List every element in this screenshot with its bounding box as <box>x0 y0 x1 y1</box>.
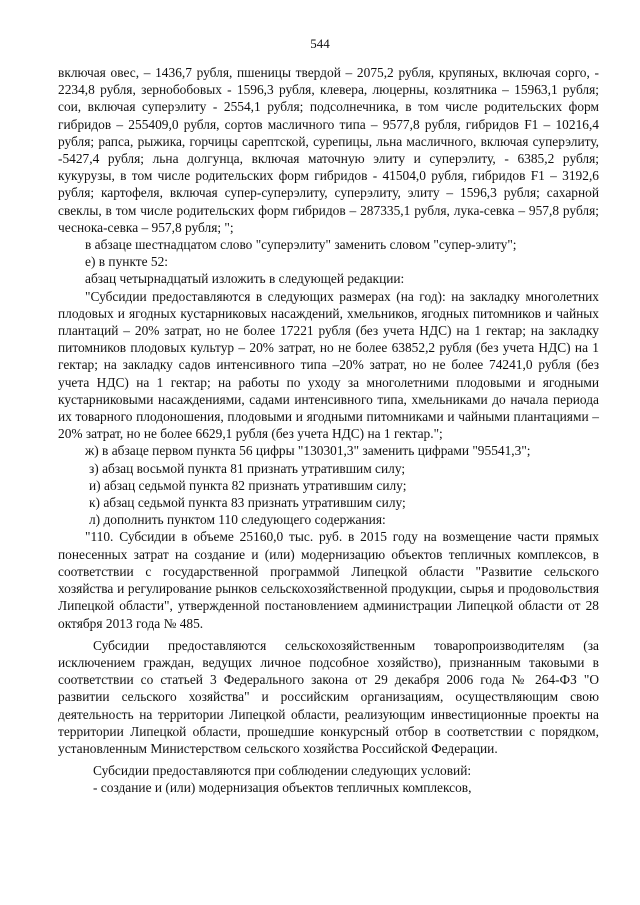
paragraph-condition-item: - создание и (или) модернизация объектов тепличных комплексов, <box>93 780 472 796</box>
paragraph-punkt-81: з) абзац восьмой пункта 81 признать утратившим силу; <box>89 460 406 476</box>
paragraph-abzac-14: абзац четырнадцатый изложить в следующей редакции: <box>85 271 405 287</box>
paragraph-punkt-52: е) в пункте 52: <box>85 254 169 270</box>
paragraph-seed-prices: включая овес, – 1436,7 рубля, пшеницы твердой – 2075,2 рубля, крупяных, включая сорго, - 2234,8 рубля, зернобобовых - 1596,3 рубля, клевера, люцерны, козлятника – 15963,1 рубля; сои, включая суперэлиту - 2554,1 рубля; подсолнечника, в том числе родительских форм гибридов – 255409,0 рубля, сортов масличного типа – 9577,8 рубля, гибридов F1 – 10216,4 рубля; рапса, рыжика, горчицы сарептской, сурепицы, льна масличного, включая суперэлиту, -5427,4 рубля; льна долгунца, включая маточную элиту и суперэлиту, - 6385,2 рубля; кукурузы, в том числе родительских форм гибридов - 41504,0 рубля, гибридов F1 – 3192,6 рубля; картофеля, включая супер-суперэлиту, суперэлиту, элиту – 1596,3 рубля; сахарной свеклы, в том числе родительских форм гибридов – 287335,1 рубля, лука-севка – 957,8 рубля; чеснока-севка – 957,8 рубля; "; <box>58 65 599 235</box>
paragraph-abzac-16: в абзаце шестнадцатом слово "суперэлиту" заменить словом "супер-элиту"; <box>85 237 517 253</box>
paragraph-punkt-56: ж) в абзаце первом пункта 56 цифры "130301,3" заменить цифрами "95541,3"; <box>85 443 531 459</box>
paragraph-conditions: Субсидии предоставляются при соблюдении следующих условий: <box>93 763 472 779</box>
paragraph-recipients: Субсидии предоставляются сельскохозяйственным товаропроизводителям (за исключением граждан, ведущих личное подсобное хозяйство), признанным таковыми в соответствии со статьей 3 Федерального закона от 29 декабря 2006 года № 264-ФЗ "О развитии сельского хозяйства" и российским организациям, осуществляющим свою деятельность на территории Липецкой области, реализующим инвестиционные проекты на территории Липецкой области, прошедшие конкурсный отбор в соответствии с порядком, установленным Министерством сельского хозяйства Российской Федерации. <box>58 637 599 756</box>
paragraph-punkt-83: к) абзац седьмой пункта 83 признать утратившим силу; <box>89 495 406 511</box>
document-body <box>58 64 599 797</box>
paragraph-punkt-110-intro: л) дополнить пунктом 110 следующего содержания: <box>89 512 386 528</box>
paragraph-punkt-82: и) абзац седьмой пункта 82 признать утратившим силу; <box>89 477 407 493</box>
page-number: 544 <box>310 36 330 51</box>
paragraph-punkt-110: "110. Субсидии в объеме 25160,0 тыс. руб. в 2015 году на возмещение части прямых понесенных затрат на создание и (или) модернизацию объектов тепличных комплексов, в соответствии с государственной программой Липецкой области "Развитие сельского хозяйства и регулирование рынков сельскохозяйственной продукции, сырья и продовольствия Липецкой области", утвержденной постановлением администрации Липецкой области от 28 октября 2013 года № 485. <box>58 529 599 631</box>
paragraph-subsidy-sizes: "Субсидии предоставляются в следующих размерах (на год): на закладку многолетних плодовых и ягодных кустарниковых насаждений, хмельников, ягодных питомников и чайных плантаций – 20% затрат, но не более 17221 рубля (без учета НДС) на 1 гектар; на закладку питомников плодовых культур – 20% затрат, но не более 63852,2 рубля (без учета НДС) на 1 гектар; на закладку садов интенсивного типа –20% затрат, но не более 74241,0 рубля (без учета НДС) на 1 гектар; на работы по уходу за многолетними плодовыми и ягодными кустарниковыми насаждениями, садами интенсивного типа, хмельниками до начала периода их товарного плодоношения, плодовыми и ягодными питомниками и чайными плантациями – 20% затрат, но не более 6629,1 рубля (без учета НДС) на 1 гектар."; <box>58 288 599 442</box>
